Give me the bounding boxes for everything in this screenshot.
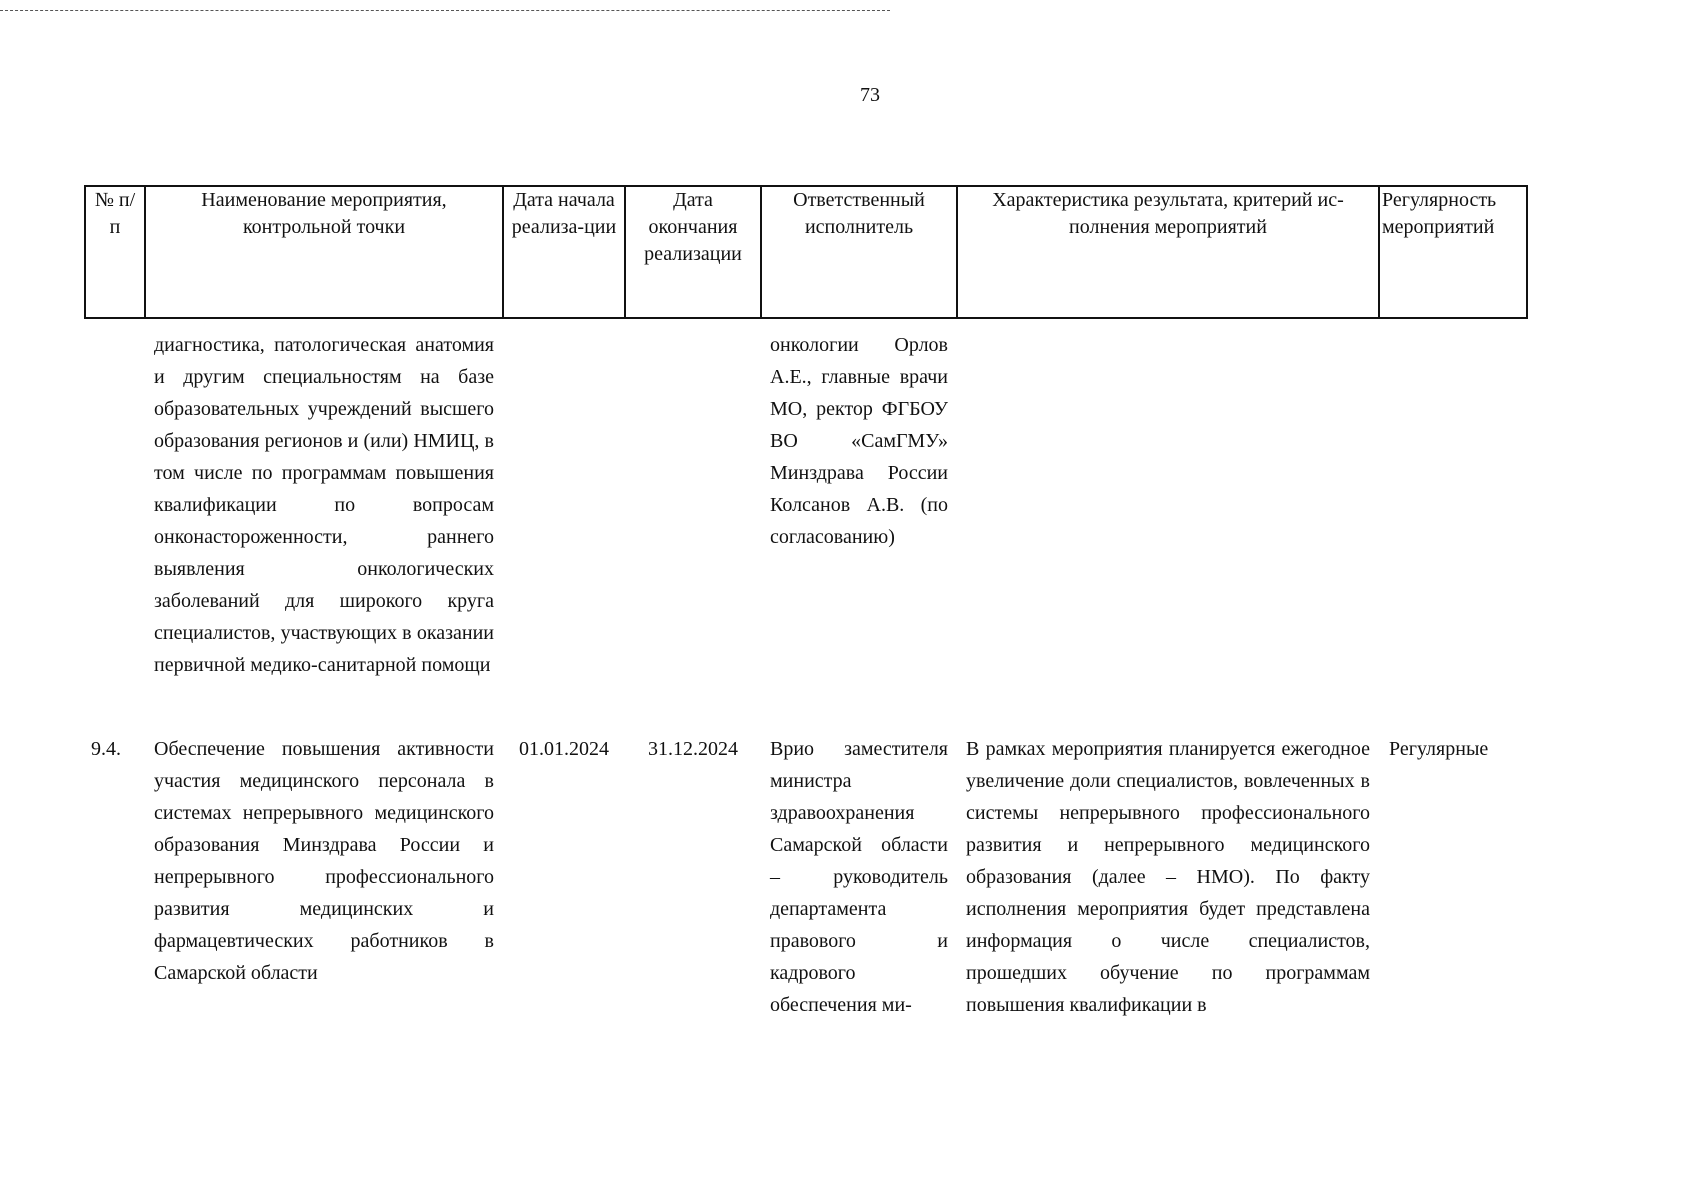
- header-result: Характеристика результата, критерий ис-полнения мероприятий: [957, 186, 1379, 318]
- header-start-date: Дата начала реализа-ции: [503, 186, 625, 318]
- table-header-row: [85, 186, 1527, 318]
- row-name: Обеспечение повышения активности участия медицинского персонала в системах непрерывного медицинского образования Минздрава России и непрерывного профессионального развития медицинских и фармацевтических работников в Самарской области: [154, 738, 494, 984]
- row-responsible: онкологии Орлов А.Е., главные врачи МО, ректор ФГБОУ ВО «СамГМУ» Минздрава России Колсанов А.В. (по согласованию): [770, 334, 948, 548]
- row-responsible: Врио заместителя министра здравоохранения Самарской области – руководитель департамента правового и кадрового обеспечения ми-: [770, 738, 948, 1016]
- row-num: [85, 318, 145, 733]
- row-end-date: 31.12.2024: [648, 738, 738, 760]
- header-end-date: Дата окончания реализации: [625, 186, 761, 318]
- page-number: 73: [860, 84, 880, 106]
- row-start-date: [503, 318, 625, 733]
- row-num: 9.4.: [91, 738, 121, 760]
- row-regularity: [1379, 318, 1527, 733]
- row-result: [957, 318, 1379, 733]
- row-end-date: [625, 318, 761, 733]
- row-result: В рамках мероприятия планируется ежегодное увеличение доли специалистов, вовлеченных в системы непрерывного профессионального развития и непрерывного медицинского образования (далее – НМО). По факту исполнения мероприятия будет представлена информация о числе специалистов, прошедших обучение по программам повышения квалификации в: [966, 738, 1370, 1016]
- top-rule: [0, 10, 890, 11]
- header-responsible: Ответственный исполнитель: [761, 186, 957, 318]
- header-name: Наименование мероприятия, контрольной точки: [145, 186, 503, 318]
- table-row: [85, 318, 1527, 733]
- row-regularity: Регулярные: [1389, 738, 1489, 760]
- header-num: № п/п: [85, 186, 145, 318]
- row-start-date: 01.01.2024: [519, 738, 609, 760]
- activities-table: [84, 185, 1528, 1021]
- row-name: диагностика, патологическая анатомия и другим специальностям на базе образовательных учреждений высшего образования регионов и (или) НМИЦ, в том числе по программам повышения квалификации по вопросам онконастороженности, раннего выявления онкологических заболеваний для широкого круга специалистов, участвующих в оказании первичной медико-санитарной помощи: [154, 334, 494, 676]
- table-row: [85, 733, 1527, 1021]
- header-regularity: Регулярность мероприятий: [1379, 186, 1527, 318]
